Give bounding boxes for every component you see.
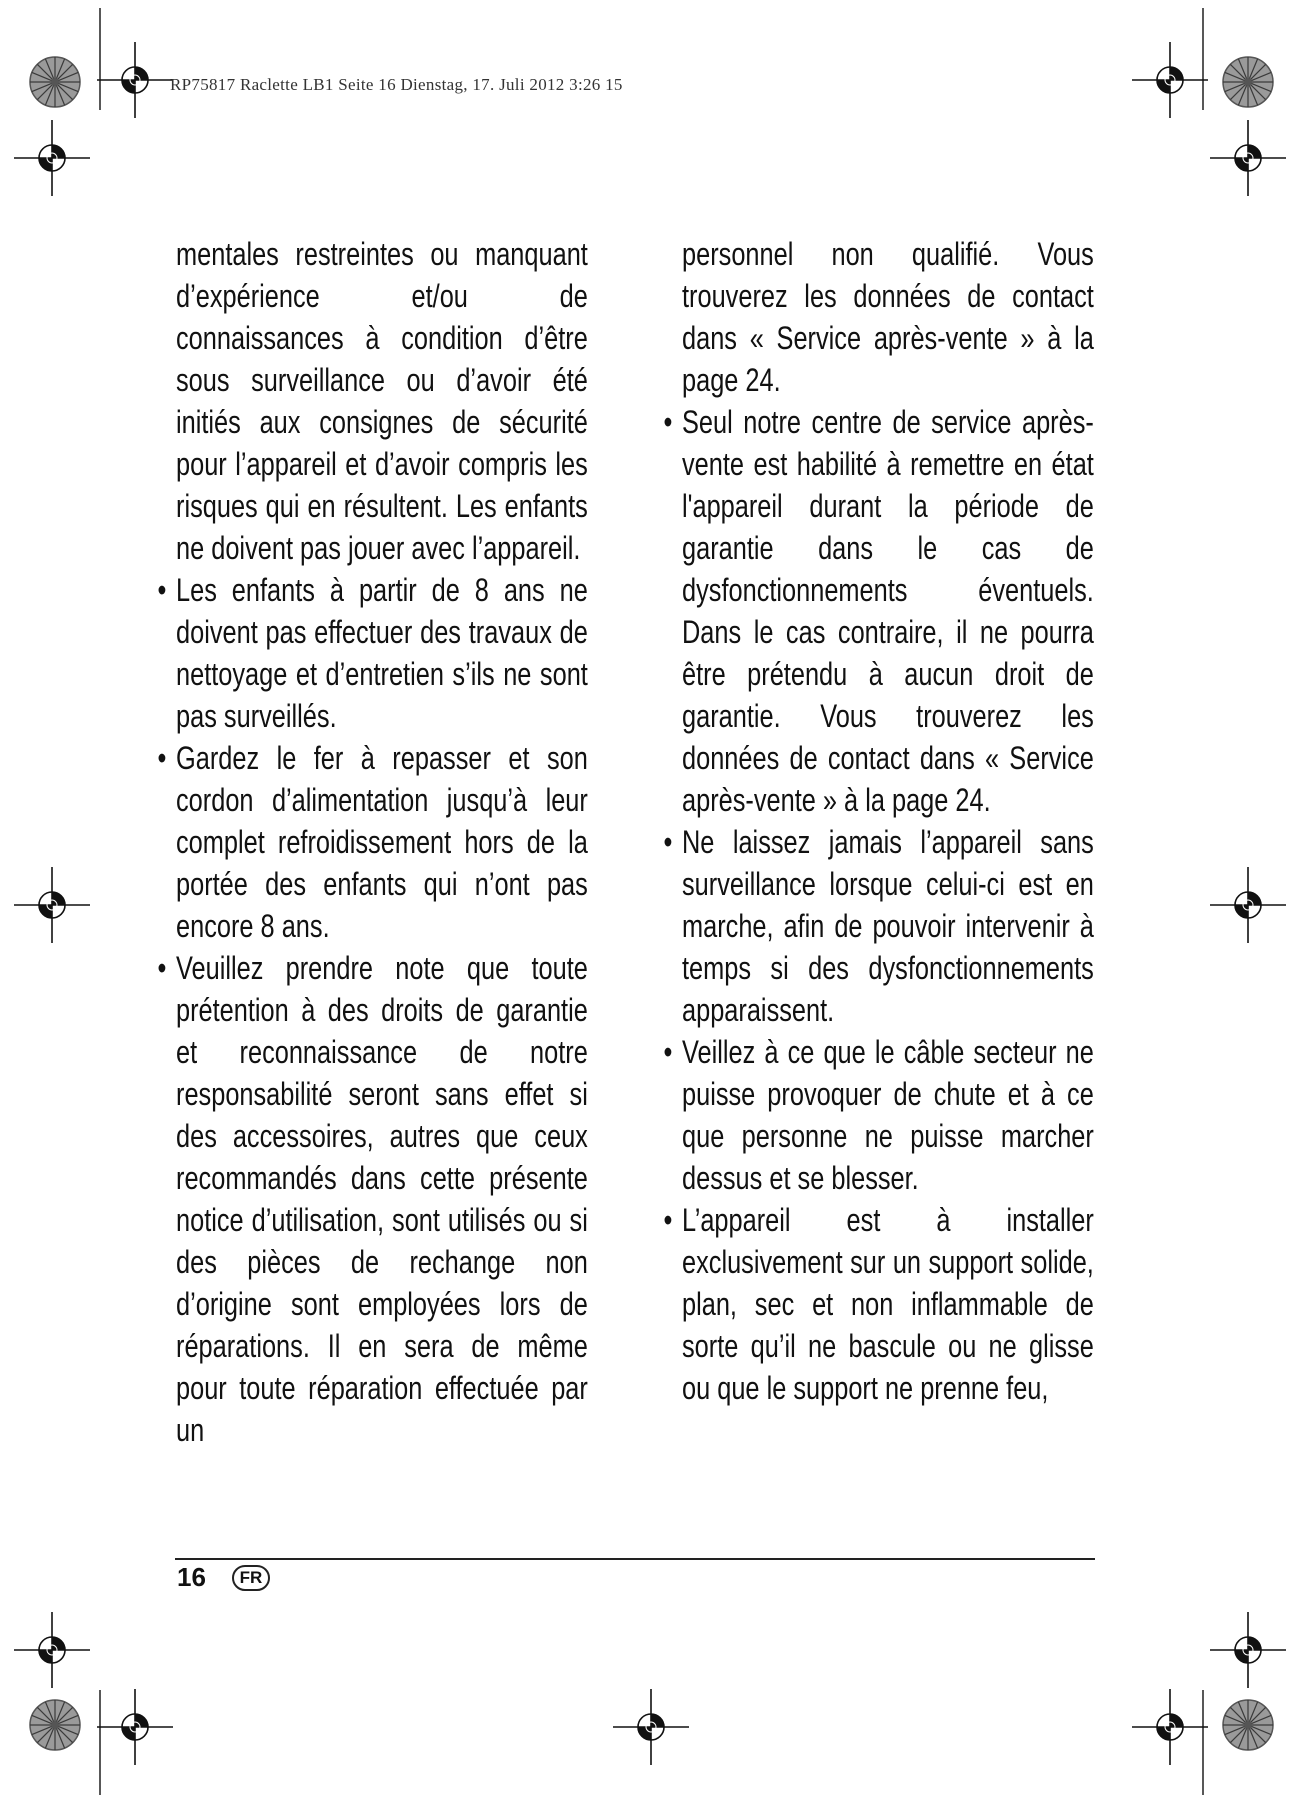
color-starburst-mark-top-left <box>30 57 80 107</box>
list-item-text: Ne laissez jamais l’appareil sans surveillance lorsque celui-ci est en marche, afin de pouvoir intervenir à temps si des dysfonctionnements apparaissent. <box>682 824 1094 1028</box>
continued-paragraph: personnel non qualifié. Vous trouverez les données de contact dans « Service après-vente » à la page 24. <box>682 236 1094 398</box>
registration-mark-bottom-center <box>613 1689 689 1765</box>
right-column <box>663 233 1094 1409</box>
bullet-icon: • <box>157 740 167 776</box>
color-starburst-mark-bottom-right <box>1223 1700 1273 1750</box>
registration-mark-lower-left <box>14 1612 90 1688</box>
color-starburst-mark-bottom-left <box>30 1700 80 1750</box>
list-item <box>663 401 1094 821</box>
registration-mark-top-right <box>1132 42 1208 118</box>
list-item-text: L’appareil est à installer exclusivement sur un support solide, plan, sec et non inflammable de sorte qu’il ne bascule ou ne glisse ou que le support ne prenne feu, <box>682 1202 1094 1406</box>
list-item-text: Veillez à ce que le câble secteur ne puisse provoquer de chute et à ce que personne ne puisse marcher dessus et se blesser. <box>682 1034 1094 1196</box>
bullet-icon: • <box>663 824 673 860</box>
bullet-icon: • <box>157 950 167 986</box>
color-starburst-mark-top-right <box>1223 57 1273 107</box>
list-item <box>663 821 1094 1031</box>
registration-mark-bottom-right <box>1132 1689 1208 1765</box>
bullet-icon: • <box>663 1202 673 1238</box>
left-column <box>157 233 588 1451</box>
registration-mark-bottom-left <box>97 1689 173 1765</box>
language-badge: FR <box>232 1565 270 1591</box>
list-item-text: Les enfants à partir de 8 ans ne doivent pas effectuer des travaux de nettoyage et d’entretien s’ils ne sont pas surveillés. <box>176 572 588 734</box>
list-item <box>663 1199 1094 1409</box>
bullet-icon: • <box>157 572 167 608</box>
registration-mark-lower-right <box>1210 1612 1286 1688</box>
list-item <box>663 1031 1094 1199</box>
registration-mark-top-left <box>97 42 173 118</box>
list-item <box>157 569 588 737</box>
list-item-text: Gardez le fer à repasser et son cordon d’alimentation jusqu’à leur complet refroidissement hors de la portée des enfants qui n’ont pas encore 8 ans. <box>176 740 588 944</box>
list-item <box>157 947 588 1451</box>
registration-mark-upper-left <box>14 120 90 196</box>
print-slug-line: RP75817 Raclette LB1 Seite 16 Dienstag, 17. Juli 2012 3:26 15 <box>170 75 623 94</box>
list-item-text: Veuillez prendre note que toute prétention à des droits de garantie et reconnaissance de notre responsabilité seront sans effet si des accessoires, autres que ceux recommandés dans cette présente notice d’utilisation, sont utilisés ou si des pièces de rechange non d’origine sont employées lors de réparations. Il en sera de même pour toute réparation effectuée par un <box>176 950 588 1448</box>
bullet-icon: • <box>663 404 673 440</box>
continued-paragraph: mentales restreintes ou manquant d’expérience et/ou de connaissances à condition d’être sous surveillance ou d’avoir été initiés aux consignes de sécurité pour l’appareil et d’avoir compris les risques qui en résultent. Les enfants ne doivent pas jouer avec l’appareil. <box>176 236 588 566</box>
footer-rule <box>175 1558 1095 1560</box>
page-number: 16 <box>177 1562 206 1592</box>
registration-mark-middle-left <box>14 867 90 943</box>
list-item-text: Seul notre centre de service après-vente est habilité à remettre en état l'appareil durant la période de garantie dans le cas de dysfonctionnements éventuels. Dans le cas contraire, il ne pourra être prétendu à aucun droit de garantie. Vous trouverez les données de contact dans « Service après-vente » à la page 24. <box>682 404 1094 818</box>
registration-mark-middle-right <box>1210 867 1286 943</box>
bullet-icon: • <box>663 1034 673 1070</box>
registration-mark-upper-right <box>1210 120 1286 196</box>
list-item <box>157 737 588 947</box>
